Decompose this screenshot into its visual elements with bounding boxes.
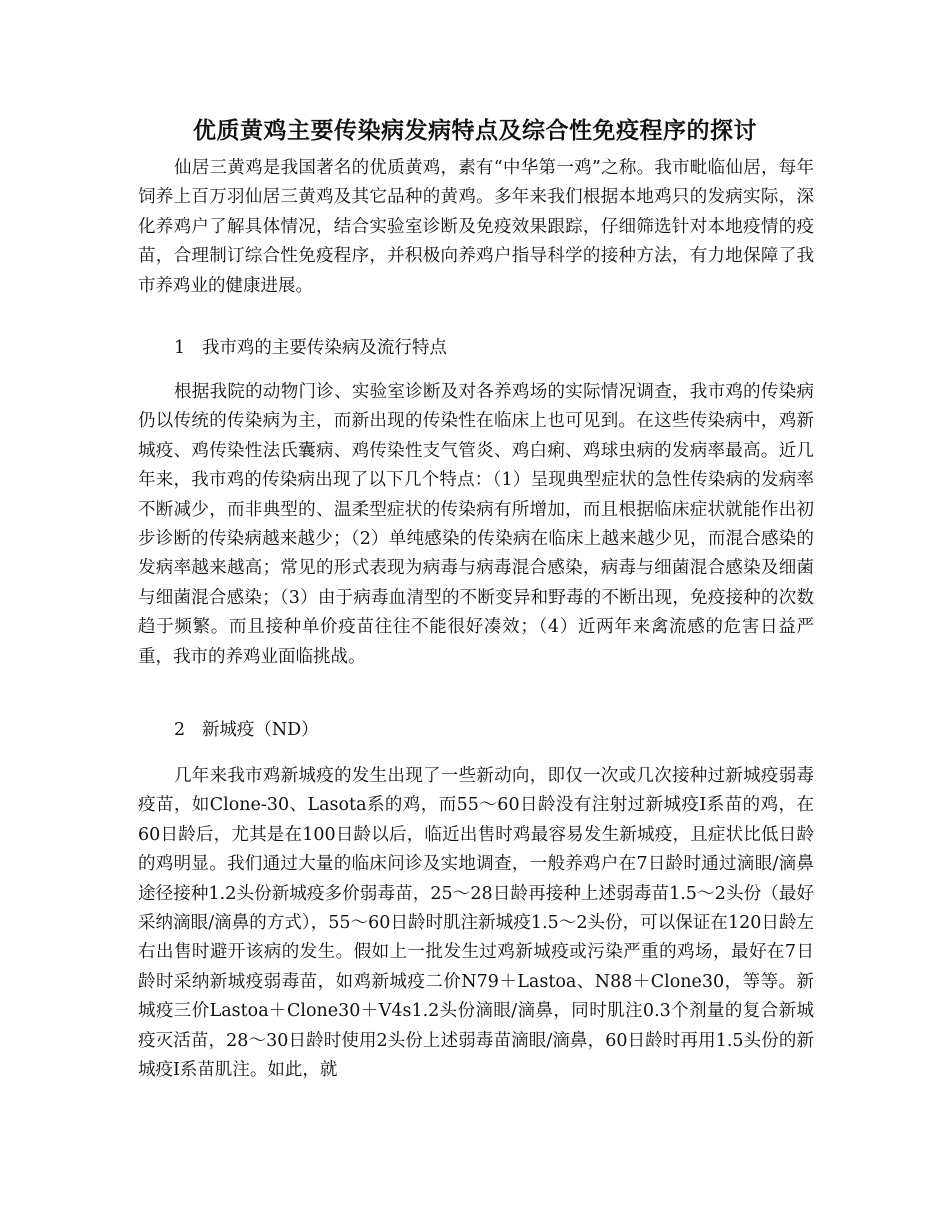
document-title: 优质黄鸡主要传染病发病特点及综合性免疫程序的探讨	[193, 118, 757, 144]
section-heading-2: 2 新城疫（ND）	[174, 720, 319, 740]
section-1-paragraph: 根据我院的动物门诊、实验室诊断及对各养鸡场的实际情况调查，我市鸡的传染病仍以传统的传染病为主，而新出现的传染性在临床上也可见到。在这些传染病中，鸡新城疫、鸡传染性法氏囊病、鸡传染性支气管炎、鸡白痢、鸡球虫病的发病率最高。近几年来，我市鸡的传染病出现了以下几个特点：（1）呈现典型症状的急性传染病的发病率不断减少，而非典型的、温柔型症状的传染病有所增加，而且根据临床症状就能作出初步诊断的传染病越来越少；（2）单纯感染的传染病在临床上越来越少见，而混合感染的发病率越来越高；常见的形式表现为病毒与病毒混合感染，病毒与细菌混合感染及细菌与细菌混合感染；（3）由于病毒血清型的不断变异和野毒的不断出现，免疫接种的次数趋于频繁。而且接种单价疫苗往往不能很好凑效；（4）近两年来禽流感的危害日益严重，我市的养鸡业面临挑战。	[138, 382, 814, 667]
section-heading-1: 1 我市鸡的主要传染病及流行特点	[174, 338, 447, 358]
intro-paragraph: 仙居三黄鸡是我国著名的优质黄鸡，素有“中华第一鸡”之称。我市毗临仙居，每年饲养上百万羽仙居三黄鸡及其它品种的黄鸡。多年来我们根据本地鸡只的发病实际，深化养鸡户了解具体情况，结合实验室诊断及免疫效果跟踪，仔细筛选针对本地疫情的疫苗，合理制订综合性免疫程序，并积极向养鸡户指导科学的接种方法，有力地保障了我市养鸡业的健康进展。	[138, 158, 814, 296]
section-2-paragraph: 几年来我市鸡新城疫的发生出现了一些新动向，即仅一次或几次接种过新城疫弱毒疫苗，如Clone-30、Lasota系的鸡，而55～60日龄没有注射过新城疫Ⅰ系苗的鸡，在60日龄后，尤其是在100日龄以后，临近出售时鸡最容易发生新城疫，且症状比低日龄的鸡明显。我们通过大量的临床问诊及实地调查，一般养鸡户在7日龄时通过滴眼/滴鼻途径接种1.2头份新城疫多价弱毒苗，25～28日龄再接种上述弱毒苗1.5～2头份（最好采纳滴眼/滴鼻的方式），55～60日龄时肌注新城疫1.5～2头份，可以保证在120日龄左右出售时避开该病的发生。假如上一批发生过鸡新城疫或污染严重的鸡场，最好在7日龄时采纳新城疫弱毒苗，如鸡新城疫二价N79＋Lastoa、N88＋Clone30，等等。新城疫三价Lastoa＋Clone30＋V4s1.2头份滴眼/滴鼻，同时肌注0.3个剂量的复合新城疫灭活苗，28～30日龄时使用2头份上述弱毒苗滴眼/滴鼻，60日龄时再用1.5头份的新城疫Ⅰ系苗肌注。如此，就	[138, 766, 814, 1081]
